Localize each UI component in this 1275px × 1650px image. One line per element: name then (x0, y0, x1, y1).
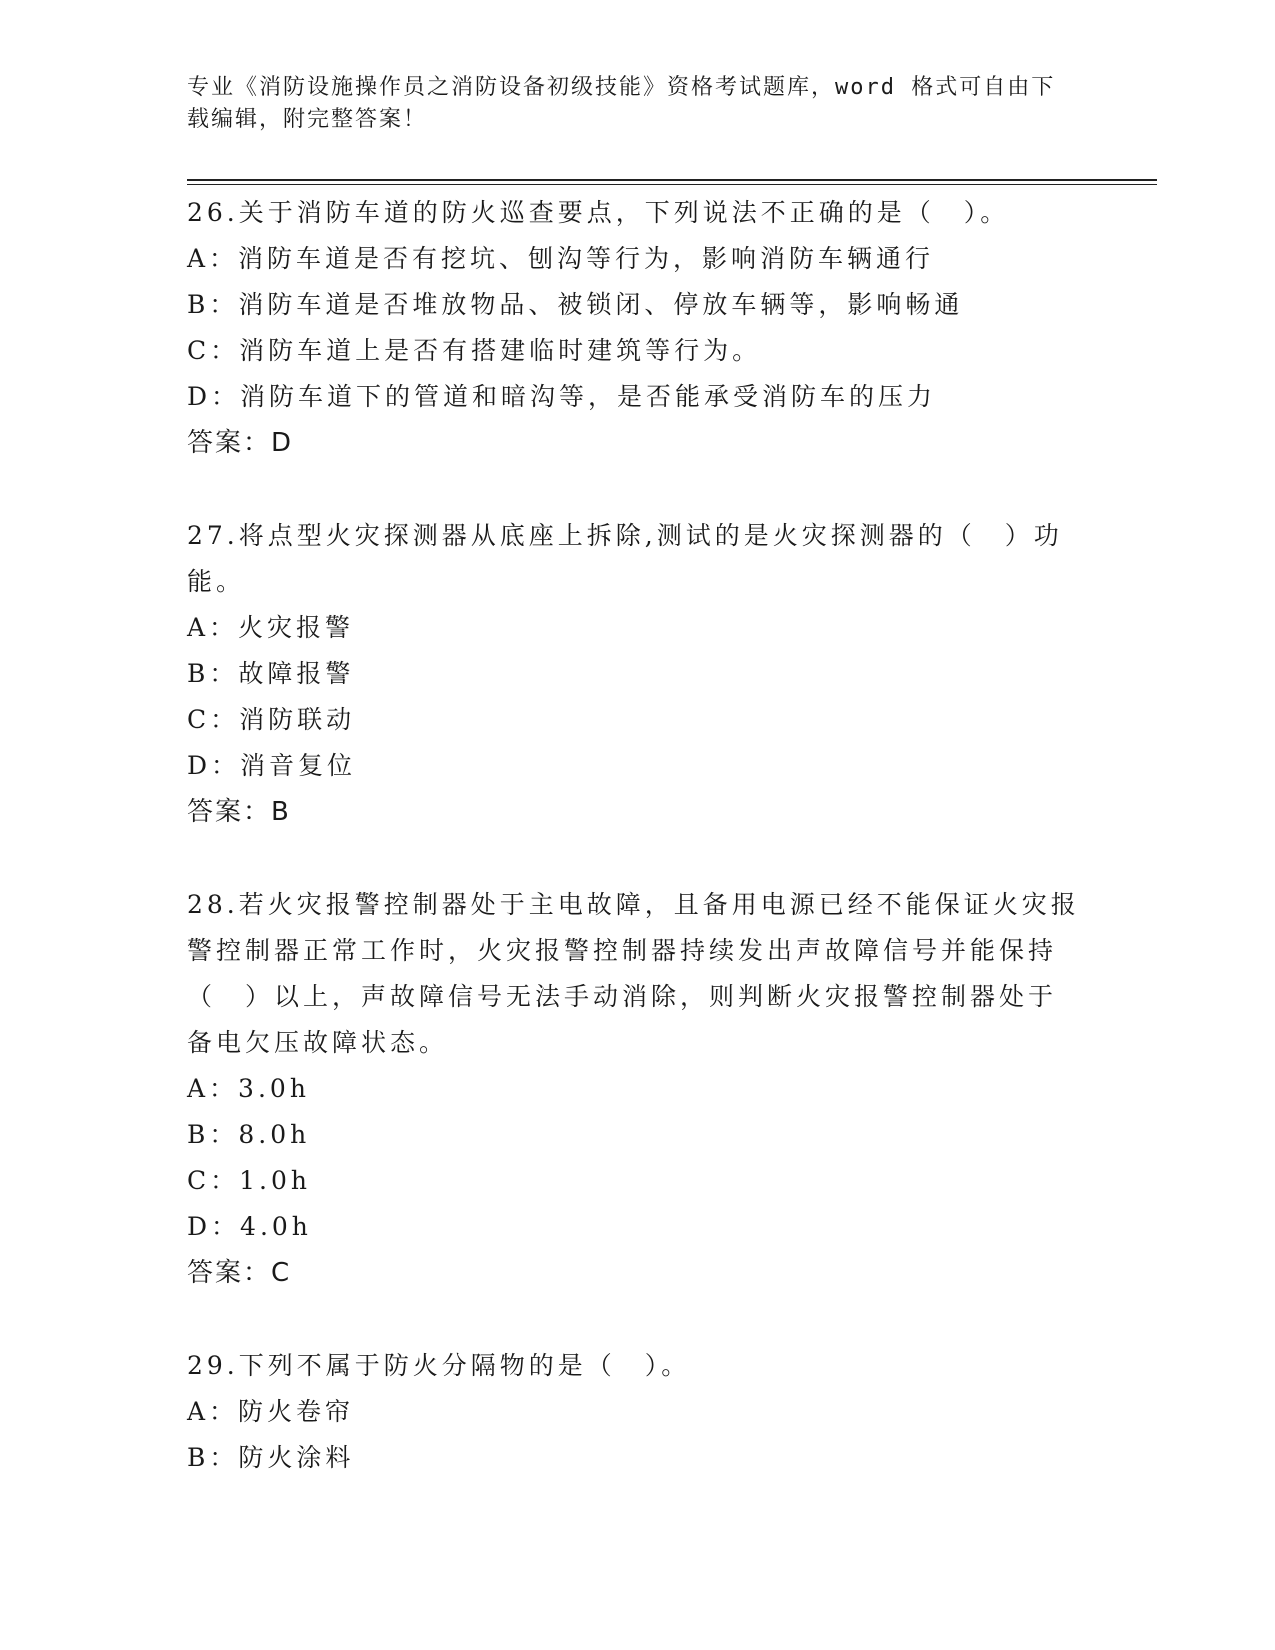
document-header (187, 72, 1067, 136)
option-a: A：防火卷帘 (187, 1397, 355, 1426)
question-28 (187, 882, 1087, 1296)
question-text-line: 28.若火灾报警控制器处于主电故障，且备用电源已经不能保证火灾报 (187, 890, 1080, 919)
question-text-line: 警控制器正常工作时，火灾报警控制器持续发出声故障信号并能保持 (187, 936, 1058, 965)
question-26 (187, 190, 1087, 466)
answer: 答案：C (187, 1258, 292, 1288)
option-b: B：防火涂料 (187, 1443, 355, 1472)
question-29 (187, 1343, 1087, 1481)
question-text-line: 备电欠压故障状态。 (187, 1028, 449, 1057)
question-27 (187, 513, 1087, 835)
question-text-line: 27.将点型火灾探测器从底座上拆除,测试的是火灾探测器的（ ）功 (187, 521, 1063, 550)
question-text-line: 能。 (187, 567, 246, 596)
answer: 答案：D (187, 428, 294, 458)
question-text: 29.下列不属于防火分隔物的是（ ）。 (187, 1351, 691, 1380)
option-b: B：消防车道是否堆放物品、被锁闭、停放车辆等，影响畅通 (187, 290, 964, 319)
header-divider-thin (187, 184, 1157, 185)
option-a: A：火灾报警 (187, 613, 355, 642)
option-c: C：消防车道上是否有搭建临时建筑等行为。 (187, 336, 762, 365)
option-d: D：消防车道下的管道和暗沟等，是否能承受消防车的压力 (187, 382, 937, 411)
option-c: C：1.0h (187, 1166, 311, 1195)
question-list (187, 190, 1087, 1528)
option-c: C：消防联动 (187, 705, 356, 734)
question-text: 26.关于消防车道的防火巡查要点，下列说法不正确的是（ ）。 (187, 198, 1010, 227)
option-a: A：3.0h (187, 1074, 310, 1103)
option-b: B：故障报警 (187, 659, 355, 688)
option-a: A：消防车道是否有挖坑、刨沟等行为，影响消防车辆通行 (187, 244, 935, 273)
option-d: D：消音复位 (187, 751, 357, 780)
option-b: B：8.0h (187, 1120, 311, 1149)
answer: 答案：B (187, 797, 291, 827)
header-line-2: 载编辑，附完整答案！ (187, 107, 428, 132)
question-text-line: （ ）以上，声故障信号无法手动消除，则判断火灾报警控制器处于 (187, 982, 1058, 1011)
header-divider-thick (187, 179, 1157, 181)
header-line-1: 专业《消防设施操作员之消防设备初级技能》资格考试题库，word 格式可自由下 (187, 75, 1056, 100)
option-d: D：4.0h (187, 1212, 312, 1241)
